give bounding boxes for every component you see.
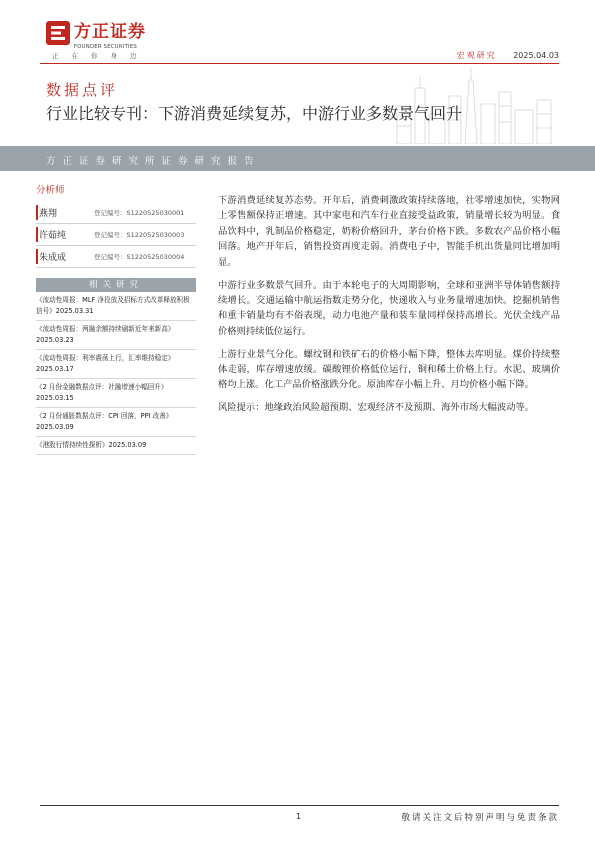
analyst-registration: 登记编号：S1220525030001: [94, 209, 185, 217]
analyst-row: [36, 202, 196, 224]
report-category: 宏观研究: [456, 51, 497, 60]
footer-divider: [40, 805, 559, 806]
logo-english-name: FOUNDER SECURITIES: [74, 44, 138, 50]
report-body: [218, 193, 560, 423]
header-meta: [457, 50, 559, 61]
related-research-item[interactable]: 《流动性周报：利率震荡上行，汇率维持稳定》2025.03.17: [36, 350, 196, 379]
logo-name: 方正证券: [74, 22, 146, 42]
analyst-row: [36, 224, 196, 246]
analyst-registration: 登记编号：S1220525030004: [94, 253, 185, 261]
sidebar: [36, 182, 196, 455]
related-research-item[interactable]: 《港股行情持续性探析》2025.03.09: [36, 437, 196, 455]
related-research-item[interactable]: 《2 月份金融数据点评：社融增速小幅回升》2025.03.15: [36, 379, 196, 408]
related-research-item[interactable]: 《流动性周报：两融余额持续刷新近年来新高》2025.03.23: [36, 321, 196, 350]
risk-warning: 风险提示：地缘政治风险超预期、宏观经济不及预期、海外市场大幅波动等。: [218, 402, 535, 414]
logo-mark-icon: [46, 21, 70, 45]
logo-slogan: 正在你身边: [52, 52, 150, 60]
analyst-marker: [36, 227, 38, 242]
analyst-name: 许茹纯: [39, 231, 67, 241]
report-type: 数据点评: [46, 81, 119, 99]
body-paragraph: 中游行业多数景气回升。由于本轮电子的大周期影响，全球和亚洲半导体销售额持续增长。交通运输中航运指数走势分化，快递收入与业务量增速加快。挖掘机销售和重卡销量均有不俗表现，动力电池产量和装车量同样保持高增长。光伏全线产品价格则持续低位运行。: [218, 279, 560, 337]
analyst-registration: 登记编号：S1220525030003: [94, 231, 185, 239]
body-paragraph: 下游消费延续复苏态势。开年后，消费刺激政策持续落地，社零增速加快，实物网上零售额保持正增速。其中家电和汽车行业直接受益政策，销量增长较为明显。食品饮料中，乳制品价格稳定，奶粉价格回升，茅台价格下跌。多数农产品价格小幅回落。地产开年后，销售投资再度走弱。消费电子中，智能手机出货量同比增加明显。: [218, 195, 560, 268]
related-research-heading: 相关研究: [36, 278, 196, 292]
related-research-item[interactable]: 《流动性周报：MLF 净投放及招标方式改革释放积极信号》2025.03.31: [36, 292, 196, 321]
page-title: 行业比较专刊：下游消费延续复苏，中游行业多数景气回升: [46, 104, 463, 123]
analyst-heading: 分析师: [36, 185, 65, 196]
report-date: 2025.04.03: [513, 51, 559, 60]
page-number: 1: [296, 812, 302, 821]
analyst-marker: [36, 205, 38, 220]
analyst-name: 燕翔: [39, 209, 58, 219]
disclaimer-notice: 敬请关注文后特别声明与免责条款: [401, 813, 559, 823]
analyst-name: 朱成成: [39, 253, 67, 263]
header-divider: [40, 63, 559, 64]
analyst-row: [36, 246, 196, 268]
body-paragraph: 上游行业景气分化。螺纹钢和铁矿石的价格小幅下降，整体去库明显。煤价持续整体走弱，库存增速放缓。碳酸锂价格低位运行，铜和稀土价格上行。水泥、玻璃价格均上涨。化工产品价格涨跌分化。原油库存小幅上升、月均价格小幅下降。: [218, 348, 560, 391]
related-research-item[interactable]: 《2 月份通胀数据点评：CPI 回落，PPI 改善》2025.03.09: [36, 408, 196, 437]
analyst-marker: [36, 249, 38, 264]
institute-band-text: 方正证券研究所证券研究报告: [46, 156, 261, 167]
